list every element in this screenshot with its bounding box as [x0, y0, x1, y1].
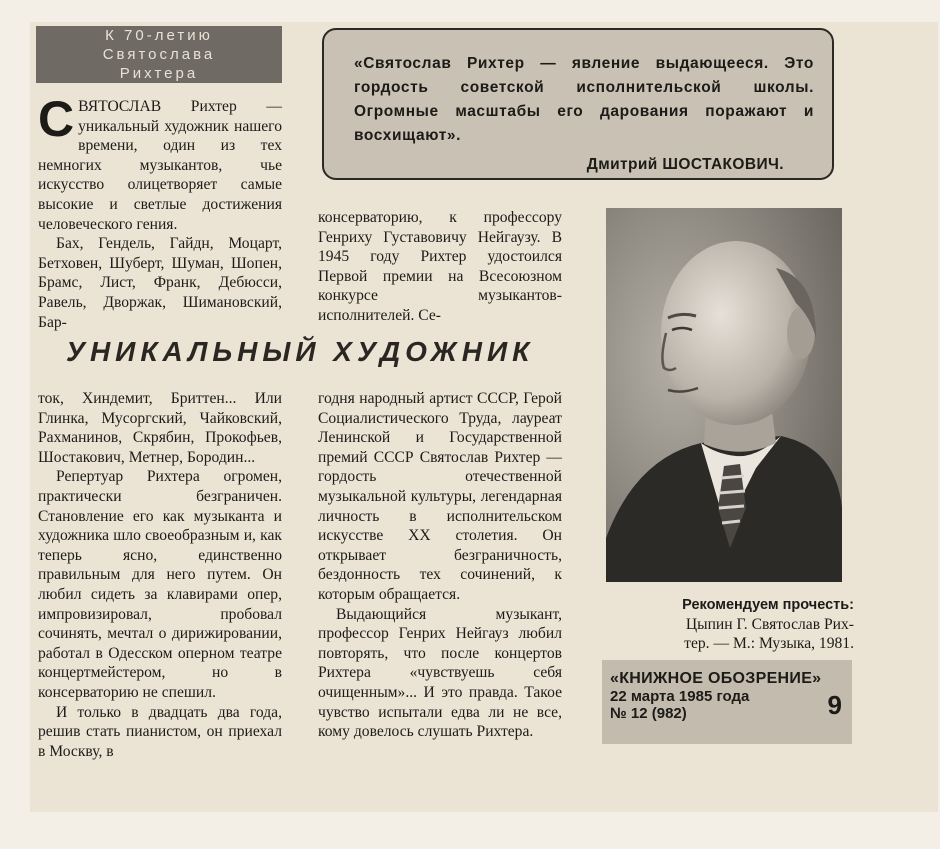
newspaper-title: «КНИЖНОЕ ОБОЗРЕНИЕ»	[610, 670, 822, 687]
recommended-reading	[604, 596, 854, 653]
article-paragraph: ток, Хиндемит, Бриттен... Или Глинка, Мусоргский, Чайковский, Рахманинов, Скрябин, Прокофьев, Шостакович, Метнер, Бородин...	[38, 390, 282, 466]
article-paragraph: годня народный артист СССР, Герой Социалистического Труда, лауреат Ленинской и Государственной премий СССР Святослав Рихтер — гордость отечественной музыкальной культуры, легендарная личность в исполнительском искусстве XX столетия. Он открывает безграничность, бездонность тех сочинений, к которым обращается.	[318, 390, 562, 603]
rubric-line-2: Святослава	[102, 46, 216, 63]
portrait-photo	[606, 208, 842, 582]
article-column-2-top	[318, 208, 562, 326]
recommended-reading-heading: Рекомендуем прочесть:	[682, 597, 854, 613]
article-lead-text: ВЯТОСЛАВ Рихтер — уникальный художник нашего времени, один из тех немногих музыкантов, чье искусство олицетворяет самые высокие и светлые достижения человеческого гения.	[38, 98, 282, 233]
rubric-banner	[36, 26, 282, 83]
page-number: 9	[827, 690, 842, 720]
article-headline: УНИКАЛЬНЫЙ ХУДОЖНИК	[66, 336, 535, 367]
recommended-reading-line-2: тер. — М.: Музыка, 1981.	[684, 635, 854, 652]
epigraph-author: Дмитрий ШОСТАКОВИЧ.	[586, 156, 784, 173]
newspaper-masthead	[602, 660, 852, 744]
epigraph-quote-text: «Святослав Рихтер — явление выдающееся. Это гордость советской исполнительской школы. Огромные масштабы его дарования поражают и восхищают».	[354, 55, 814, 144]
rubric-line-3: Рихтера	[119, 65, 199, 82]
epigraph-quote-box	[322, 28, 834, 180]
portrait-illustration	[606, 208, 842, 582]
article-paragraph: Репертуар Рихтера огромен, практически безграничен. Становление его как музыканта и художника шло своеобразным и, как теперь ясно, единственно правильным для него путем. Он любил сидеть за клавирами опер, импровизировал, пробовал сочинять, мечтал о дирижировании, работал в Одесском оперном театре концертмейстером, но в консерваторию не спешил.	[38, 468, 282, 701]
issue-number: № 12 (982)	[610, 705, 687, 722]
article-paragraph	[38, 91, 282, 234]
article-paragraph: И только в двадцать два года, решив стать пианистом, он приехал в Москву, в	[38, 703, 282, 760]
recommended-reading-line-1: Цыпин Г. Святослав Рих-	[685, 616, 854, 633]
article-paragraph: Бах, Гендель, Гайдн, Моцарт, Бетховен, Шуберт, Шуман, Шопен, Брамс, Лист, Франк, Дебюсси, Равель, Дворжак, Шимановский, Бар-	[38, 235, 282, 331]
article-paragraph: Выдающийся музыкант, профессор Генрих Нейгауз любил повторять, что после концертов Рихтера «чувствуешь себя очищенным»... И это правда. Такое чувство испытали едва ли не все, кому довелось слушать Рихтера.	[318, 605, 562, 741]
article-paragraph: консерваторию, к профессору Генриху Густавовичу Нейгаузу. В 1945 году Рихтер удостоился Первой премии на Всесоюзном конкурсе музыкантов-исполнителей. Се-	[318, 209, 562, 324]
article-column-2-bottom	[318, 389, 562, 742]
drop-cap: С	[38, 91, 75, 147]
issue-date: 22 марта 1985 года	[610, 688, 750, 705]
article-column-1-bottom	[38, 389, 282, 761]
article-column-1-top	[38, 91, 282, 332]
rubric-line-1: К 70-летию	[105, 27, 213, 44]
